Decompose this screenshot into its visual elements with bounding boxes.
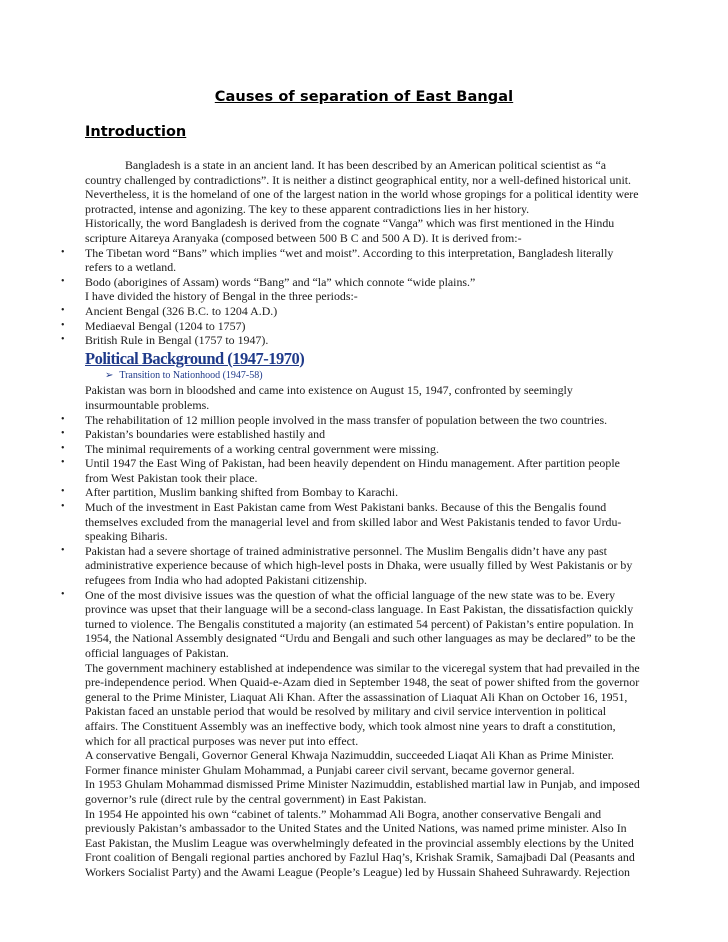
line-text: affairs. The Constituent Assembly was an ineffective body, which took almost nine years to draft a constitution,	[85, 718, 616, 733]
bullet-icon: •	[61, 275, 65, 287]
line-text: Workers Socialist Party) and the Awami League (People’s League) led by Hussain Shaheed Suhrawardy. Rejection	[85, 864, 630, 879]
paragraph-line	[85, 792, 645, 807]
line-text: Mediaeval Bengal (1204 to 1757)	[85, 318, 246, 333]
paragraph-line	[85, 807, 645, 822]
paragraph-line	[85, 558, 645, 573]
paragraph-line	[85, 850, 645, 865]
line-text: country challenged by contradictions”. It is neither a distinct geographical entity, nor a well-defined historical unit.	[85, 172, 632, 187]
line-text: insurmountable problems.	[85, 397, 210, 412]
line-text: The Tibetan word “Bans” which implies “wet and moist”. According to this interpretation, Bangladesh literally	[85, 245, 614, 260]
paragraph-line	[85, 187, 645, 202]
line-text: refugees from India who had adopted Pakistani citizenship.	[85, 573, 367, 588]
political-background-section	[61, 383, 645, 879]
bullet-icon: •	[61, 442, 65, 454]
bullet-icon: •	[61, 457, 65, 469]
document-body	[61, 158, 645, 880]
document-title: Causes of separation of East Bangal	[214, 89, 514, 105]
bullet-list-item	[61, 543, 645, 559]
paragraph-line	[85, 573, 645, 588]
paragraph-line	[85, 173, 645, 188]
line-text: Pakistan faced an unstable period that would be resolved by military and civil service intervention in political	[85, 704, 607, 719]
line-text: pre-independence period. When Quaid-e-Azam died in September 1948, the seat of power shifted from the governor	[85, 675, 640, 690]
paragraph-line	[85, 529, 645, 544]
paragraph-line	[85, 631, 645, 646]
line-text: official languages of Pakistan.	[85, 646, 229, 660]
paragraph-line	[85, 661, 645, 676]
sub-heading-label: Transition to Nationhood (1947-58)	[119, 369, 263, 381]
line-text: One of the most divisive issues was the question of what the official language of the new state was to be. Every	[85, 587, 616, 602]
paragraph-line	[85, 471, 645, 486]
line-text: Much of the investment in East Pakistan came from West Pakistani banks. Because of this the Bengalis found	[85, 500, 607, 515]
bullet-list-item	[61, 441, 645, 457]
paragraph-line	[85, 216, 645, 231]
line-text: general to the Prime Minister, Liaquat Ali Khan. After the assassination of Liaquat Ali Khan on October 16, 1951,	[85, 689, 628, 704]
bullet-list-item	[61, 245, 645, 261]
line-text: After partition, Muslim banking shifted from Bombay to Karachi.	[85, 485, 399, 500]
paragraph-line	[85, 289, 645, 304]
line-text: The rehabilitation of 12 million people involved in the mass transfer of population between the two countries.	[85, 412, 608, 427]
line-text: I have divided the history of Bengal in the three periods:-	[85, 289, 358, 304]
bullet-list-item	[61, 456, 645, 471]
line-text: from West Pakistan took their place.	[85, 470, 258, 485]
paragraph-line	[85, 734, 645, 749]
bullet-list-item	[61, 500, 645, 515]
bullet-icon: •	[61, 544, 65, 556]
paragraph-line	[85, 260, 645, 275]
line-text: Nevertheless, it is the homeland of one of the largest nation in the world whose gropings for a political identity were	[85, 187, 639, 202]
paragraph-line	[85, 821, 645, 836]
line-text: East Pakistan, the Muslim League was overwhelmingly defeated in the provincial assembly elections by the United	[85, 835, 634, 850]
line-text: refers to a wetland.	[85, 260, 177, 275]
paragraph-line	[85, 617, 645, 632]
paragraph-line	[85, 202, 645, 217]
line-text: Front coalition of Bengali regional parties anchored by Fazlul Haq’s, Krishak Sramik, Samajbadi Dal (Peasants and	[85, 850, 635, 865]
bullet-list-item	[61, 333, 645, 348]
line-text: The government machinery established at independence was similar to the viceregal system that had prevailed in the	[85, 660, 640, 675]
line-text: Ancient Bengal (326 B.C. to 1204 A.D.)	[85, 303, 278, 318]
paragraph-line	[85, 398, 645, 413]
bullet-icon: •	[61, 319, 65, 331]
introduction-section	[61, 158, 645, 348]
paragraph-line	[85, 748, 645, 763]
paragraph-line	[85, 515, 645, 530]
line-text: administrative experience because of which high-level posts in Dhaka, were usually filled by West Pakistanis or by	[85, 558, 633, 573]
bullet-icon: •	[61, 304, 65, 316]
bullet-list-item	[61, 485, 645, 500]
line-text: Pakistan was born in bloodshed and came into existence on August 15, 1947, confronted by seemingly	[85, 383, 573, 398]
line-text: speaking Biharis.	[85, 529, 168, 544]
paragraph-line	[85, 602, 645, 617]
paragraph-line	[85, 675, 645, 690]
paragraph-line	[85, 383, 645, 398]
bullet-list-item	[61, 274, 645, 290]
line-text: Bodo (aborigines of Assam) words “Bang” and “la” which connote “wide plains.”	[85, 274, 476, 289]
sub-heading-transition	[85, 369, 645, 384]
bullet-icon: •	[61, 588, 65, 600]
line-text: Historically, the word Bangladesh is derived from the cognate “Vanga” which was first mentioned in the Hindu	[85, 216, 615, 231]
line-text: turned to violence. The Bengalis constituted a majority (an estimated 54 percent) of Pakistan’s entire population. In	[85, 616, 634, 631]
paragraph-line	[85, 836, 645, 851]
paragraph-line	[85, 763, 645, 778]
line-text: Bangladesh is a state in an ancient land. It has been described by an American political scientist as “a	[125, 158, 607, 172]
bullet-icon: •	[61, 413, 65, 425]
bullet-icon: •	[61, 501, 65, 513]
line-text: governor’s rule (direct rule by the central government) in East Pakistan.	[85, 791, 427, 806]
paragraph-line	[85, 158, 645, 173]
line-text: Until 1947 the East Wing of Pakistan, had been heavily dependent on Hindu management. After partition people	[85, 456, 620, 471]
line-text: In 1953 Ghulam Mohammad dismissed Prime Minister Nazimuddin, established martial law in Punjab, and imposed	[85, 777, 640, 792]
line-text: Pakistan had a severe shortage of trained administrative personnel. The Muslim Bengalis didn’t have any past	[85, 543, 607, 558]
paragraph-line	[85, 231, 645, 246]
bullet-icon: •	[61, 486, 65, 498]
introduction-heading: Introduction	[85, 124, 187, 140]
paragraph-line	[85, 719, 645, 734]
paragraph-line	[85, 704, 645, 719]
bullet-icon: •	[61, 334, 65, 346]
line-text: British Rule in Bengal (1757 to 1947).	[85, 333, 269, 348]
line-text: In 1954 He appointed his own “cabinet of talents.” Mohammad Ali Bogra, another conservative Bengali and	[85, 806, 602, 821]
paragraph-line	[85, 865, 645, 880]
bullet-icon: •	[61, 428, 65, 440]
line-text: province was upset that their language will be a second-class language. In East Pakistan, the dissatisfaction quickly	[85, 602, 634, 617]
line-text: A conservative Bengali, Governor General Khwaja Nazimuddin, succeeded Liaqat Ali Khan as Prime Minister.	[85, 748, 614, 763]
bullet-icon: •	[61, 246, 65, 258]
line-text: Former finance minister Ghulam Mohammad, a Punjabi career civil servant, became governor general.	[85, 762, 575, 777]
line-text: protracted, intense and agonizing. The key to these apparent contradictions lies in her history.	[85, 201, 530, 216]
line-text: which for all practical purposes was never put into effect.	[85, 733, 359, 748]
paragraph-line	[85, 777, 645, 792]
bullet-list-item	[61, 318, 645, 334]
paragraph-line	[85, 690, 645, 705]
line-text: themselves excluded from the managerial level and from skilled labor and West Pakistanis tended to favor Urdu-	[85, 514, 622, 529]
line-text: The minimal requirements of a working central government were missing.	[85, 441, 439, 456]
line-text: previously Pakistan’s ambassador to the United States and the United Nations, was named prime minister. Also In	[85, 821, 627, 836]
bullet-list-item	[61, 412, 645, 428]
bullet-list-item	[61, 587, 645, 603]
line-text: 1954, the National Assembly designated “Urdu and Bengali and such other languages as may be declared” to be the	[85, 631, 636, 646]
political-background-heading: Political Background (1947-1970)	[85, 348, 305, 368]
paragraph-line	[85, 646, 645, 661]
arrow-bullet-icon: ➢	[105, 369, 114, 381]
bullet-list-item	[61, 427, 645, 442]
line-text: scripture Aitareya Aranyaka (composed between 500 B C and 500 A D). It is derived from:-	[85, 230, 522, 245]
bullet-list-item	[61, 303, 645, 319]
line-text: Pakistan’s boundaries were established hastily and	[85, 427, 326, 442]
